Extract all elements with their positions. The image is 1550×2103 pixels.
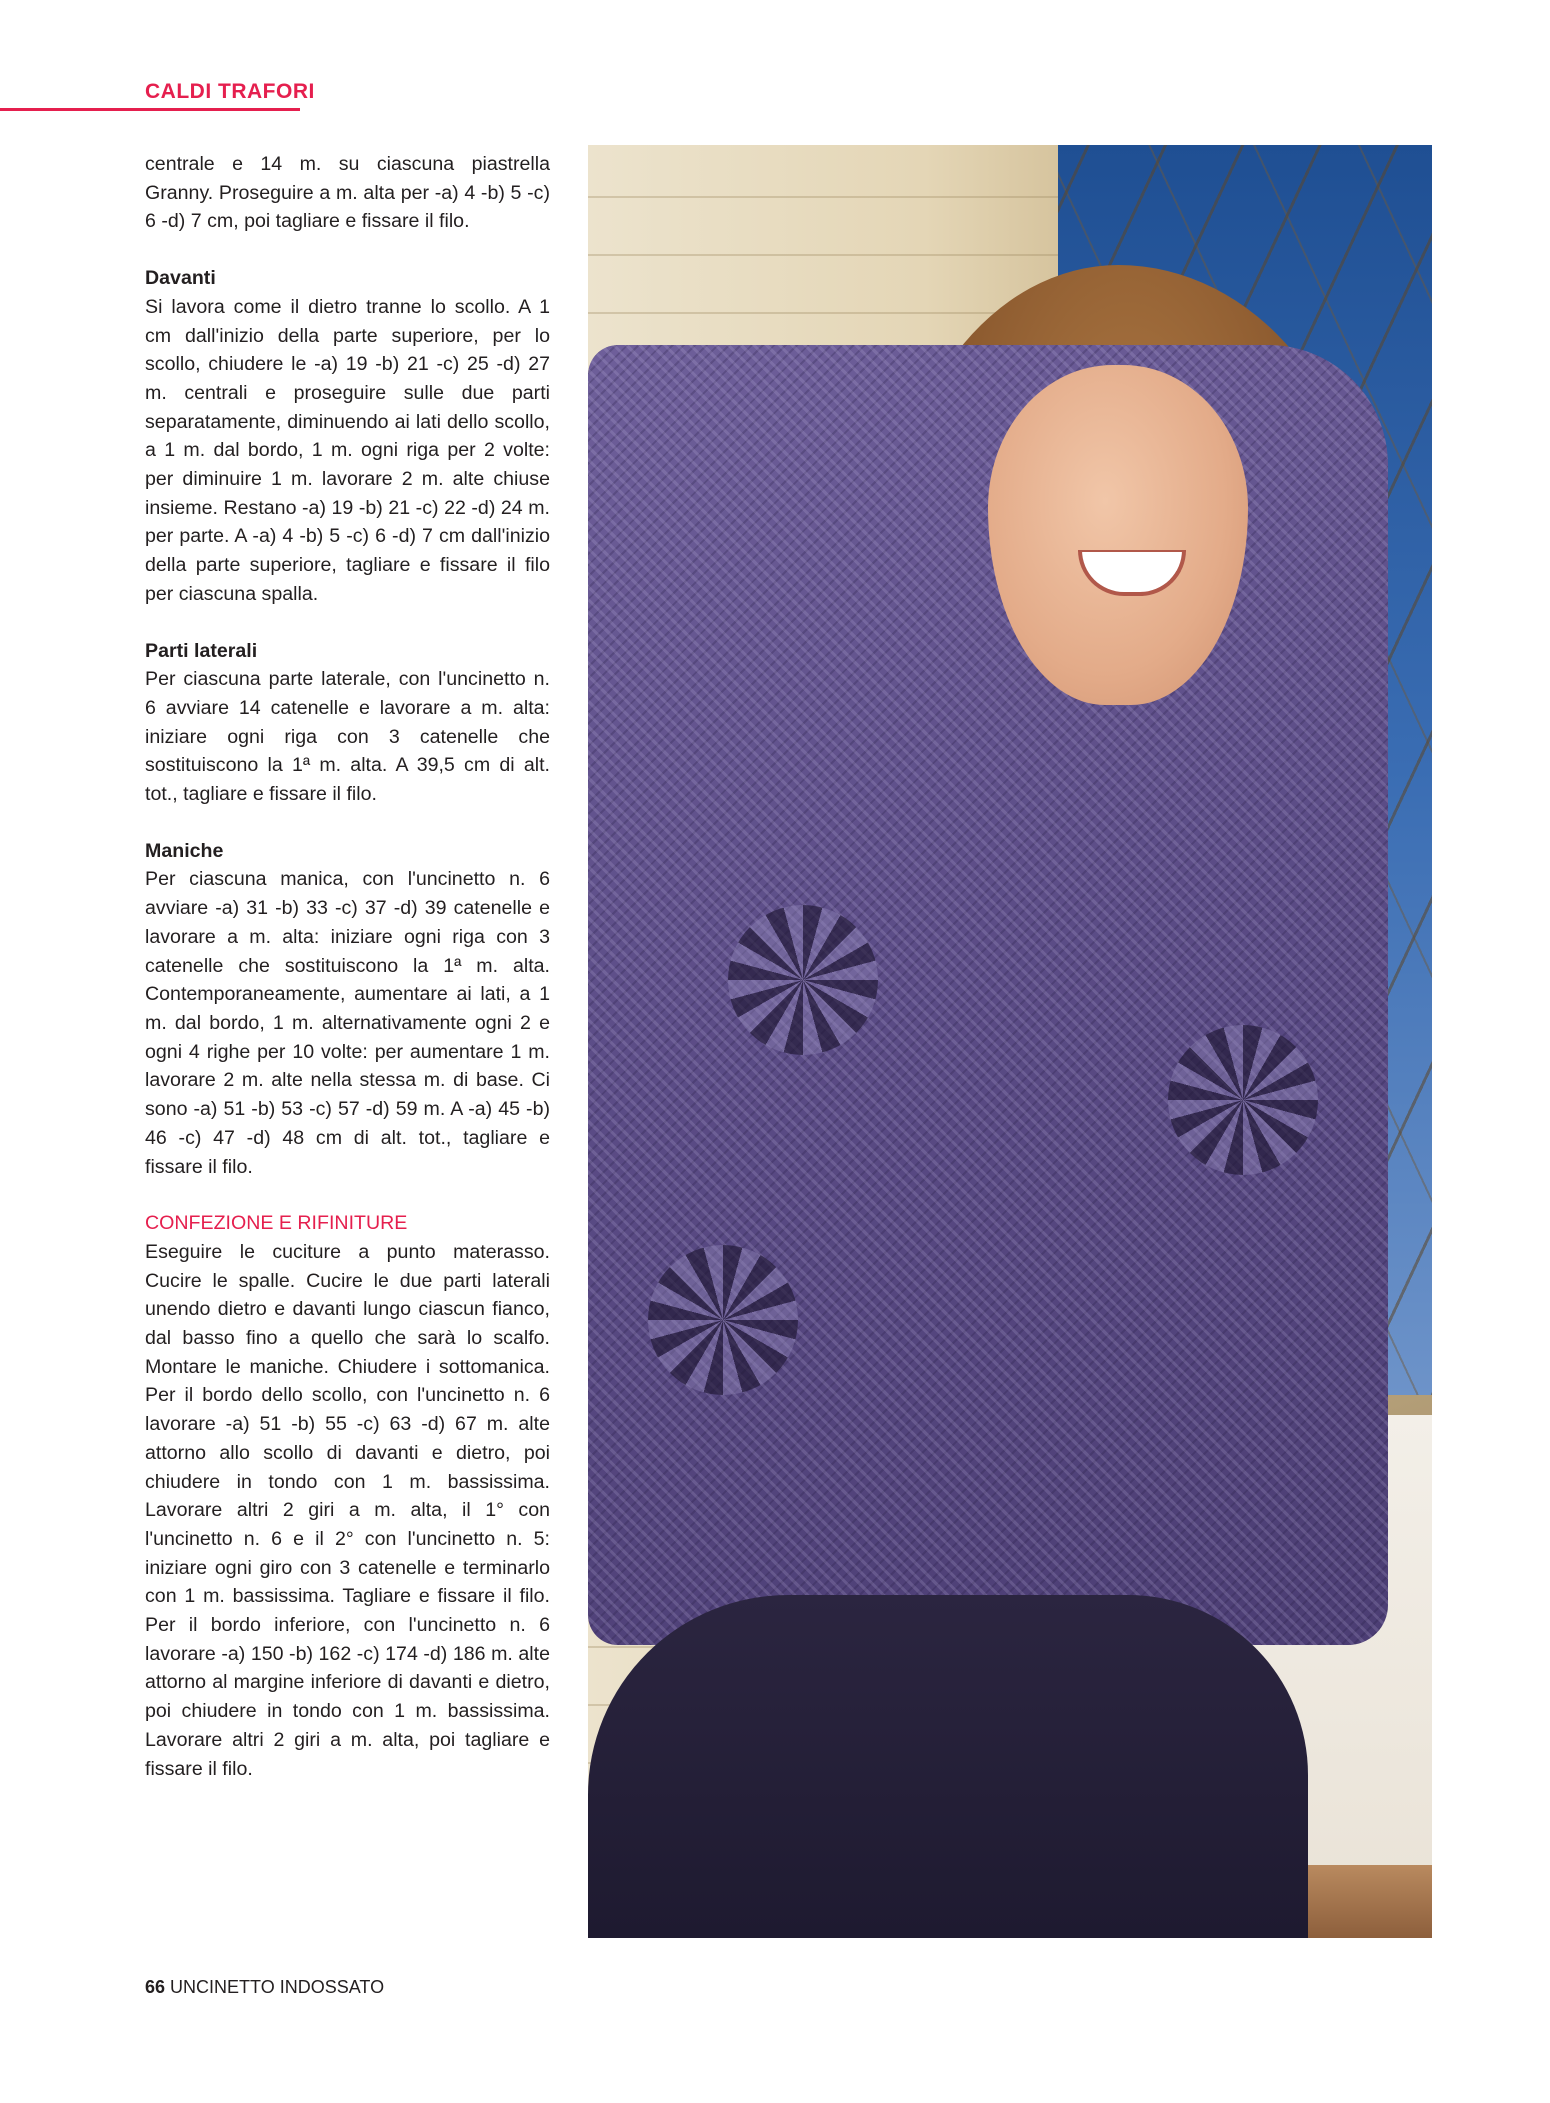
article-text-column xyxy=(145,150,550,1783)
magazine-title: UNCINETTO INDOSSATO xyxy=(170,1977,385,1997)
photo-face xyxy=(988,365,1248,705)
photo-sweater xyxy=(588,345,1388,1645)
paragraph-confezione: Eseguire le cuciture a punto materasso. Cucire le spalle. Cucire le due parti laterali unendo dietro e davanti lungo ciascun fianco, dal basso fino a quello che sarà lo scalfo. Montare le maniche. Chiudere i sottomanica. Per il bordo dello scollo, con l'uncinetto n. 6 lavorare -a) 51 -b) 55 -c) 63 -d) 67 m. alte attorno allo scollo di davanti e dietro, poi chiudere in tondo con 1 m. bassissima. Lavorare altri 2 giri a m. alta, il 1° con l'uncinetto n. 6 e il 2° con l'uncinetto n. 5: iniziare ogni giro con 3 catenelle e terminarlo con 1 m. bassissima. Tagliare e fissare il filo. Per il bordo inferiore, con l'uncinetto n. 6 lavorare -a) 150 -b) 162 -c) 174 -d) 186 m. alte attorno al margine inferiore di davanti e dietro, poi chiudere in tondo con 1 m. bassissima. Lavorare altri 2 giri a m. alta, poi tagliare e fissare il filo. xyxy=(145,1240,550,1780)
photo-pants xyxy=(588,1595,1308,1938)
heading-maniche: Maniche xyxy=(145,839,224,862)
granny-motif xyxy=(728,905,878,1055)
page-footer xyxy=(145,1977,384,1998)
granny-motif xyxy=(1168,1025,1318,1175)
heading-confezione: CONFEZIONE E RIFINITURE xyxy=(145,1212,408,1235)
page-number: 66 xyxy=(145,1977,166,1997)
header-rule xyxy=(0,108,300,111)
section-label: CALDI TRAFORI xyxy=(145,80,315,103)
heading-parti-laterali: Parti laterali xyxy=(145,639,258,662)
paragraph-parti-laterali: Per ciascuna parte laterale, con l'uncinetto n. 6 avviare 14 catenelle e lavorare a m. alta: iniziare ogni riga con 3 catenelle che sostituiscono la 1ª m. alta. A 39,5 cm di alt. tot., tagliare e fissare il filo. xyxy=(145,668,550,806)
model-photo xyxy=(588,145,1432,1938)
paragraph-davanti: Si lavora come il dietro tranne lo scollo. A 1 cm dall'inizio della parte superiore, per lo scollo, chiudere le -a) 19 -b) 21 -c) 25 -d) 27 m. centrali e proseguire sulle due parti separatamente, diminuendo ai lati dello scollo, a 1 m. dal bordo, 1 m. ogni riga per 2 volte: per diminuire 1 m. lavorare 2 m. alte chiuse insieme. Restano -a) 19 -b) 21 -c) 22 -d) 24 m. per parte. A -a) 4 -b) 5 -c) 6 -d) 7 cm dall'inizio della parte superiore, tagliare e fissare il filo per ciascuna spalla. xyxy=(145,295,550,605)
heading-davanti: Davanti xyxy=(145,267,216,290)
paragraph-maniche: Per ciascuna manica, con l'uncinetto n. 6 avviare -a) 31 -b) 33 -c) 37 -d) 39 catenelle e lavorare a m. alta: iniziare ogni riga con 3 catenelle che sostituiscono la 1ª m. alta. Contemporaneamente, aumentare ai lati, a 1 m. dal bordo, 1 m. alternativamente ogni 2 e ogni 4 righe per 10 volte: per aumentare 1 m. lavorare 2 m. alte nella stessa m. di base. Ci sono -a) 51 -b) 53 -c) 57 -d) 59 m. A -a) 45 -b) 46 -c) 47 -d) 48 cm di alt. tot., tagliare e fissare il filo. xyxy=(145,868,550,1178)
granny-motif xyxy=(648,1245,798,1395)
intro-paragraph: centrale e 14 m. su ciascuna piastrella Granny. Proseguire a m. alta per -a) 4 -b) 5 -c) 6 -d) 7 cm, poi tagliare e fissare il filo. xyxy=(145,153,550,233)
